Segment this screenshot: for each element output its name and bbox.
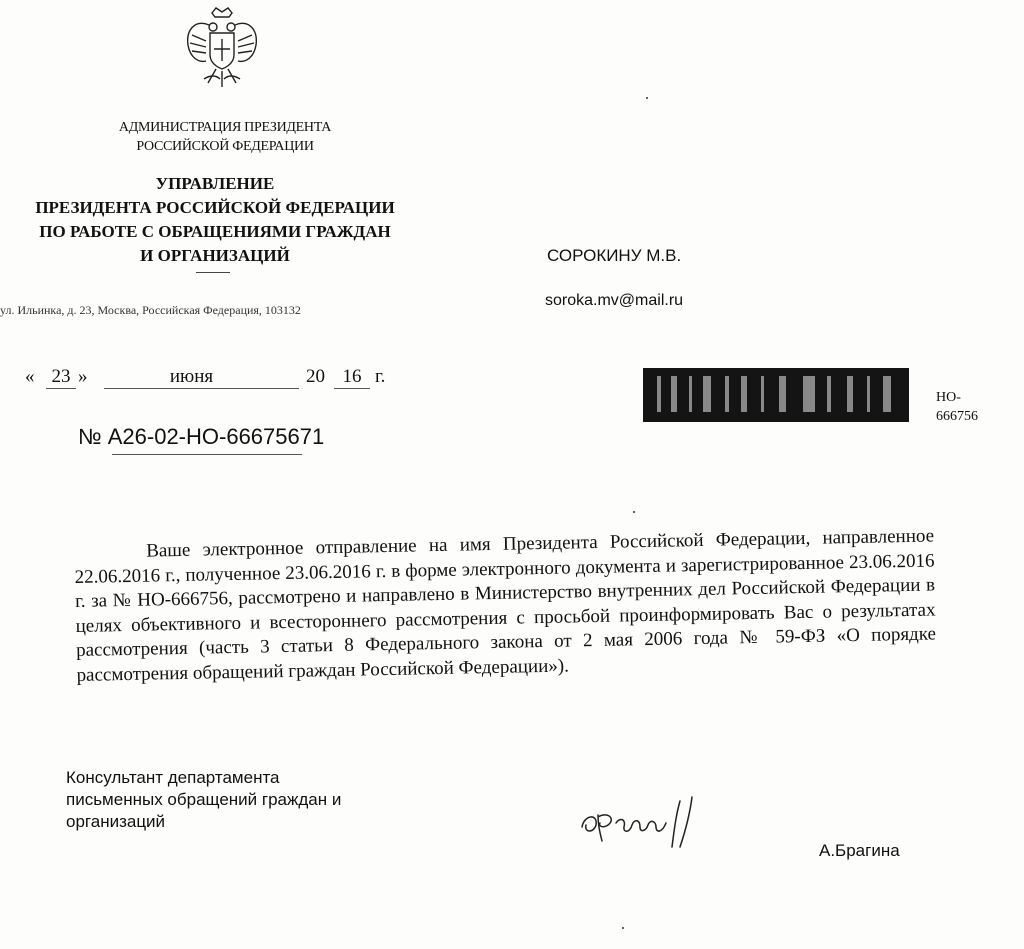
- divider: [196, 272, 230, 273]
- registration-line: НО-: [936, 390, 961, 405]
- administration-line: АДМИНИСТРАЦИЯ ПРЕЗИДЕНТА: [118, 120, 332, 135]
- administration-name: [60, 118, 390, 156]
- department-line: И ОРГАНИЗАЦИЙ: [140, 246, 290, 265]
- date-open-quote: «: [25, 366, 35, 387]
- title-line: организаций: [66, 812, 166, 831]
- department-line: ПРЕЗИДЕНТА РОССИЙСКОЙ ФЕДЕРАЦИИ: [35, 198, 395, 217]
- department-name: [20, 172, 410, 268]
- letter-body: [74, 524, 937, 687]
- date-day: 23: [46, 366, 76, 389]
- signatory-title: [66, 767, 446, 833]
- coat-of-arms-icon: [182, 5, 262, 93]
- recipient-email: soroka.mv@mail.ru: [545, 292, 684, 309]
- registration-barcode: [643, 368, 909, 422]
- reference-prefix: №: [78, 424, 102, 449]
- date-close-quote: »: [78, 366, 88, 387]
- handwritten-signature: [576, 793, 726, 851]
- department-line: ПО РАБОТЕ С ОБРАЩЕНИЯМИ ГРАЖДАН: [39, 222, 391, 241]
- registration-line: 666756: [936, 409, 978, 424]
- registration-number: [936, 388, 978, 426]
- scan-speck: [622, 927, 624, 929]
- reference-value: А26-02-НО-66675671: [107, 424, 325, 449]
- sender-address: ул. Ильинка, д. 23, Москва, Российская Федерация, 103132: [0, 303, 301, 317]
- recipient-name: СОРОКИНУ М.В.: [547, 246, 682, 265]
- reference-number: [78, 424, 324, 450]
- signer-name: А.Брагина: [819, 841, 900, 860]
- date-year-suffix: 16: [334, 366, 370, 389]
- title-line: Консультант департамента: [66, 768, 280, 787]
- title-line: письменных обращений граждан и: [66, 790, 342, 809]
- date-year-prefix: 20: [306, 366, 325, 387]
- date-year-mark: г.: [375, 366, 386, 387]
- scan-speck: [646, 97, 648, 99]
- divider: [112, 454, 302, 455]
- date-month: июня: [104, 366, 299, 389]
- scan-speck: [633, 511, 635, 513]
- body-paragraph: Ваше электронное отправление на имя Президента Российской Федерации, направленное 22.06.2016 г., полученное 23.06.2016 г. в форме электронного документа и зарегистрированное 23.06.2016 г. за № НО-666756, рассмотрено и направлено в Министерство внутренних дел Российской Федерации в целях объективного и всестороннего рассмотрения с просьбой проинформировать Вас о результатах рассмотрения (часть 3 статьи 8 Федерального закона от 2 мая 2006 года № 59-ФЗ «О порядке рассмотрения обращений граждан Российской Федерации»).: [74, 525, 937, 686]
- department-line: УПРАВЛЕНИЕ: [155, 174, 275, 193]
- administration-line: РОССИЙСКОЙ ФЕДЕРАЦИИ: [136, 139, 314, 154]
